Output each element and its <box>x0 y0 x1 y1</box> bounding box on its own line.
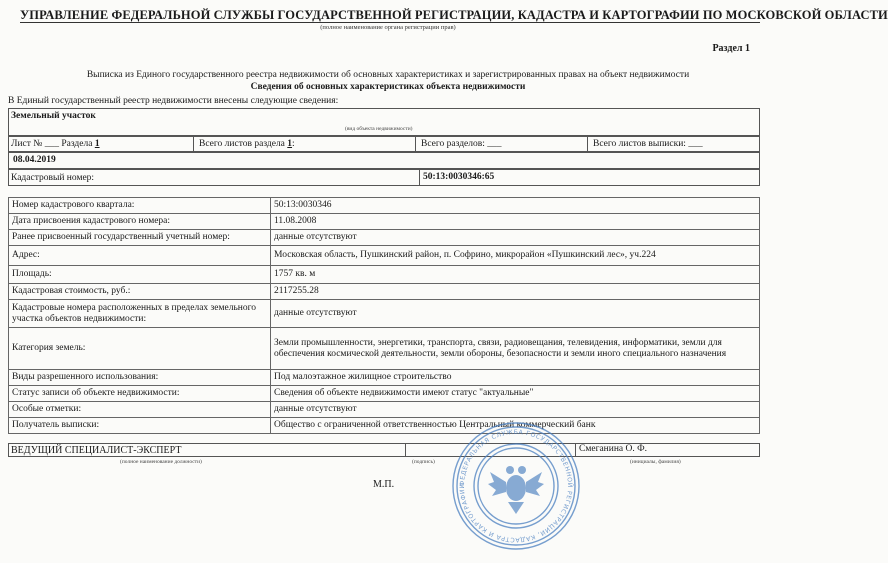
detail-value: 2117255.28 <box>271 284 760 300</box>
detail-value: Общество с ограниченной ответственностью Центральный коммерческий банк <box>271 418 760 434</box>
total-extract-sheets: Всего листов выписки: ___ <box>593 139 703 149</box>
official-stamp <box>450 420 582 552</box>
organ-title: УПРАВЛЕНИЕ ФЕДЕРАЛЬНОЙ СЛУЖБЫ ГОСУДАРСТВЕННОЙ РЕГИСТРАЦИИ, КАДАСТРА И КАРТОГРАФИИ ПО МОСКОВСКОЙ ОБЛАСТИ <box>20 8 888 22</box>
detail-label: Адрес: <box>9 246 271 266</box>
object-type: Земельный участок <box>11 111 96 121</box>
table-row <box>9 284 760 300</box>
eagle-emblem-icon <box>488 466 544 514</box>
section-number: 1 <box>94 139 100 149</box>
details-table <box>8 197 760 434</box>
detail-label: Номер кадастрового квартала: <box>9 198 271 214</box>
table-row <box>9 418 760 434</box>
section-label: Раздел 1 <box>712 43 750 54</box>
detail-value: 11.08.2008 <box>271 214 760 230</box>
table-row <box>9 402 760 418</box>
organ-rule <box>20 22 760 23</box>
cadastral-number-label: Кадастровый номер: <box>11 173 95 183</box>
detail-value: данные отсутствуют <box>271 230 760 246</box>
detail-value: Земли промышленности, энергетики, транспорта, связи, радиовещания, телевидения, информатики, земли для обеспечения космической деятельности, земли обороны, безопасности и земли иного специального назначения <box>271 328 760 370</box>
detail-label: Получатель выписки: <box>9 418 271 434</box>
table-row <box>9 328 760 370</box>
detail-label: Особые отметки: <box>9 402 271 418</box>
table-row <box>9 386 760 402</box>
detail-label: Виды разрешенного использования: <box>9 370 271 386</box>
organ-note: (полное наименование органа регистрации прав) <box>320 24 456 31</box>
detail-value: Сведения об объекте недвижимости имеют статус "актуальные" <box>271 386 760 402</box>
detail-value: Московская область, Пушкинский район, п. Софрино, микрорайон «Пушкинский лес», уч.224 <box>271 246 760 266</box>
signature-row <box>8 443 760 457</box>
detail-value: данные отсутствуют <box>271 300 760 328</box>
sheet-label <box>11 139 100 149</box>
date-row <box>8 152 760 169</box>
signer-position: ВЕДУЩИЙ СПЕЦИАЛИСТ-ЭКСПЕРТ <box>11 445 182 456</box>
table-row <box>9 300 760 328</box>
stamp-ring-text: ФЕДЕРАЛЬНАЯ СЛУЖБА ГОСУДАРСТВЕННОЙ РЕГИСТРАЦИИ, КАДАСТРА И КАРТОГРАФИИ <box>458 428 574 544</box>
seal-place: М.П. <box>373 479 395 490</box>
sheet-label-text: Лист № ___ Раздела <box>11 139 93 149</box>
register-intro: В Единый государственный реестр недвижимости внесены следующие сведения: <box>8 96 339 106</box>
table-row <box>9 214 760 230</box>
name-note: (инициалы, фамилия) <box>630 459 681 465</box>
table-row <box>9 266 760 284</box>
sheet-row <box>8 136 760 152</box>
total-sections: Всего разделов: ___ <box>421 139 502 149</box>
detail-label: Категория земель: <box>9 328 271 370</box>
detail-label: Кадастровая стоимость, руб.: <box>9 284 271 300</box>
total-section-sheets-value: 1 <box>287 139 293 149</box>
signer-name: Смеганина О. Ф. <box>579 444 648 454</box>
detail-label: Статус записи об объекте недвижимости: <box>9 386 271 402</box>
extract-subtitle: Сведения об основных характеристиках объекта недвижимости <box>250 82 526 92</box>
detail-value: 50:13:0030346 <box>271 198 760 214</box>
cadastral-number: 50:13:0030346:65 <box>423 172 495 182</box>
table-row <box>9 246 760 266</box>
total-section-sheets-label: Всего листов раздела <box>199 139 285 149</box>
position-note: (полное наименование должности) <box>120 459 202 465</box>
detail-label: Площадь: <box>9 266 271 284</box>
object-type-box <box>8 108 760 136</box>
detail-label: Кадастровые номера расположенных в пределах земельного участка объектов недвижимости: <box>9 300 271 328</box>
detail-value: данные отсутствуют <box>271 402 760 418</box>
table-row <box>9 198 760 214</box>
signature-note: (подпись) <box>412 459 435 465</box>
table-row <box>9 370 760 386</box>
extract-title: Выписка из Единого государственного реестра недвижимости об основных характеристиках и зарегистрированных правах на объект недвижимости <box>86 70 690 80</box>
object-type-note: (вид объекта недвижимости) <box>345 126 413 132</box>
extract-date: 08.04.2019 <box>13 155 56 165</box>
detail-value: 1757 кв. м <box>271 266 760 284</box>
detail-label: Ранее присвоенный государственный учетный номер: <box>9 230 271 246</box>
detail-value: Под малоэтажное жилищное строительство <box>271 370 760 386</box>
detail-label: Дата присвоения кадастрового номера: <box>9 214 271 230</box>
cadastral-row <box>8 169 760 186</box>
total-section-sheets: Всего листов раздела 1: <box>199 139 295 149</box>
table-row <box>9 230 760 246</box>
